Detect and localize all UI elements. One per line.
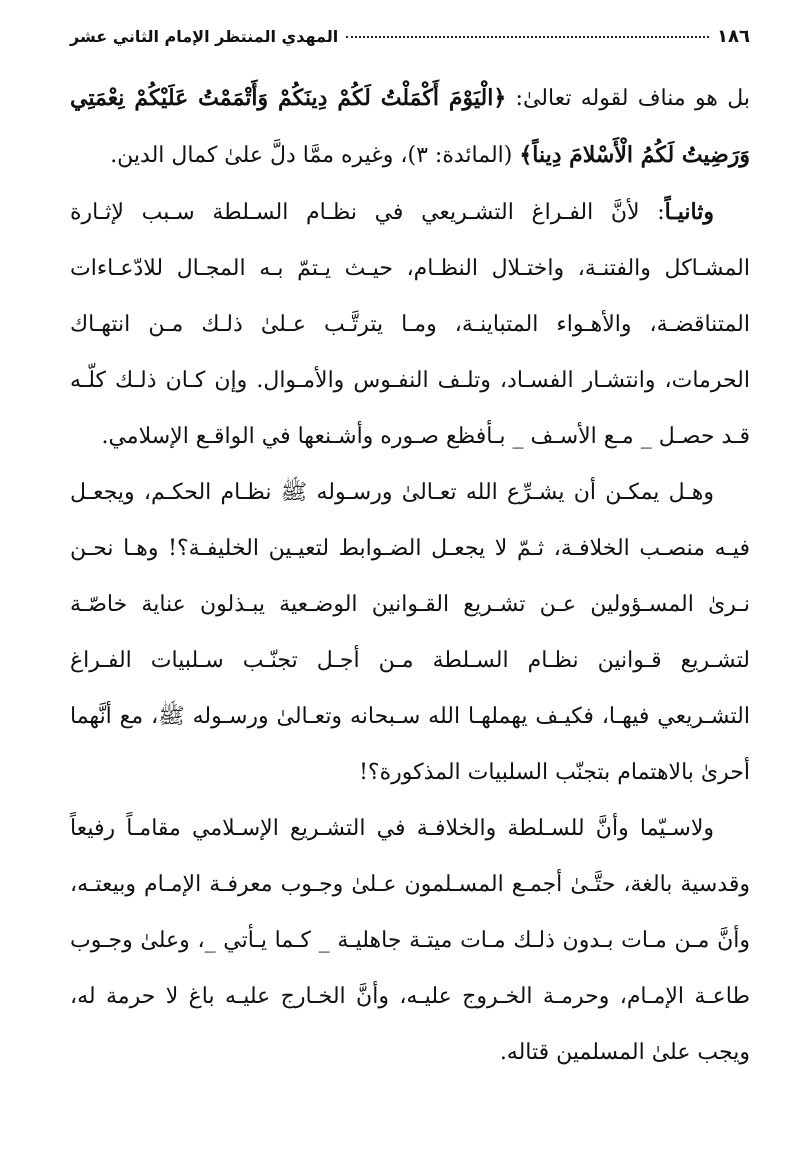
paragraph-4-text: ولاسـيّما وأنَّ للسـلطة والخلافـة في التشـريع الإسـلامي مقامـاً رفيعاً وقدسية بالغة، حتَّـىٰ أجمـع المسـلمون عـلىٰ وجـوب معرفـة الإمـام وبيعتـه، وأنَّ مـن مـات بـدون ذلـك مـات ميتـة جاهليـة _ كـما يـأتي _، وعلىٰ وجـوب طاعـة الإمـام، وحرمـة الخـروج عليـه، وأنَّ الخـارج عليـه باغ لا حرمة له، ويجب علىٰ المسلمين قتاله. [70,816,750,1065]
paragraph-3 [70,465,750,801]
page-number: ١٨٦ [717,26,750,47]
page-header [70,26,750,56]
running-title: المهدي المنتظر الإمام الثاني عشر [70,27,339,46]
paragraph-2-text: : لأنَّ الفـراغ التشـريعي في نظـام السـلطة سـبب لإثـارة المشـاكل والفتنـة، واختـلال النظـام، حيـث يـتمّ بـه المجـال للادّعـاءات المتناقضـة، والأهـواء المتباينـة، ومـا يترتَّـب عـلىٰ ذلـك مـن انتهـاك الحرمات، وانتشـار الفسـاد، وتلـف النفـوس والأمـوال. وإن كـان ذلـك كلّـه قـد حصـل _ مـع الأسـف _ بـأفظع صـوره وأشـنعها في الواقـع الإسلامي. [70,200,750,449]
paragraph-4 [70,801,750,1081]
paragraph-1-text: بل هو مناف لقوله تعالىٰ: [506,86,750,111]
paragraph-1-text-end: (المائدة: ٣)، وغيره ممَّا دلَّ علىٰ كمال الدين. [110,143,520,168]
quran-verse: ﴿الْيَوْمَ أَكْمَلْتُ لَكُمْ دِينَكُمْ وَأَتْمَمْتُ عَلَيْكُمْ نِعْمَتِي وَرَضِيتُ لَكُمُ الْأَسْلامَ دِيناً﴾ [70,85,750,168]
book-page [70,26,750,1081]
paragraph-1 [70,70,750,184]
paragraph-2-lead: وثانيـاً [664,199,714,225]
dotted-leader [346,36,709,38]
paragraph-2 [70,184,750,465]
paragraph-3-text: وهـل يمكـن أن يشـرِّع الله تعـالىٰ ورسـوله ﷺ نظـام الحكـم، ويجعـل فيـه منصـب الخلافـة، ثـمّ لا يجعـل الضـوابط لتعيـين الخليفـة؟! وهـا نحـن نـرىٰ المسـؤولين عـن تشـريع القـوانين الوضـعية يبـذلون عناية خاصّـة لتشـريع قـوانين نظـام السـلطة مـن أجـل تجنّـب سـلبيات الفـراغ التشـريعي فيهـا، فكيـف يهملهـا الله سـبحانه وتعـالىٰ ورسـوله ﷺ، مع أنَّهما أحرىٰ بالاهتمام بتجنّب السلبيات المذكورة؟! [70,480,750,785]
